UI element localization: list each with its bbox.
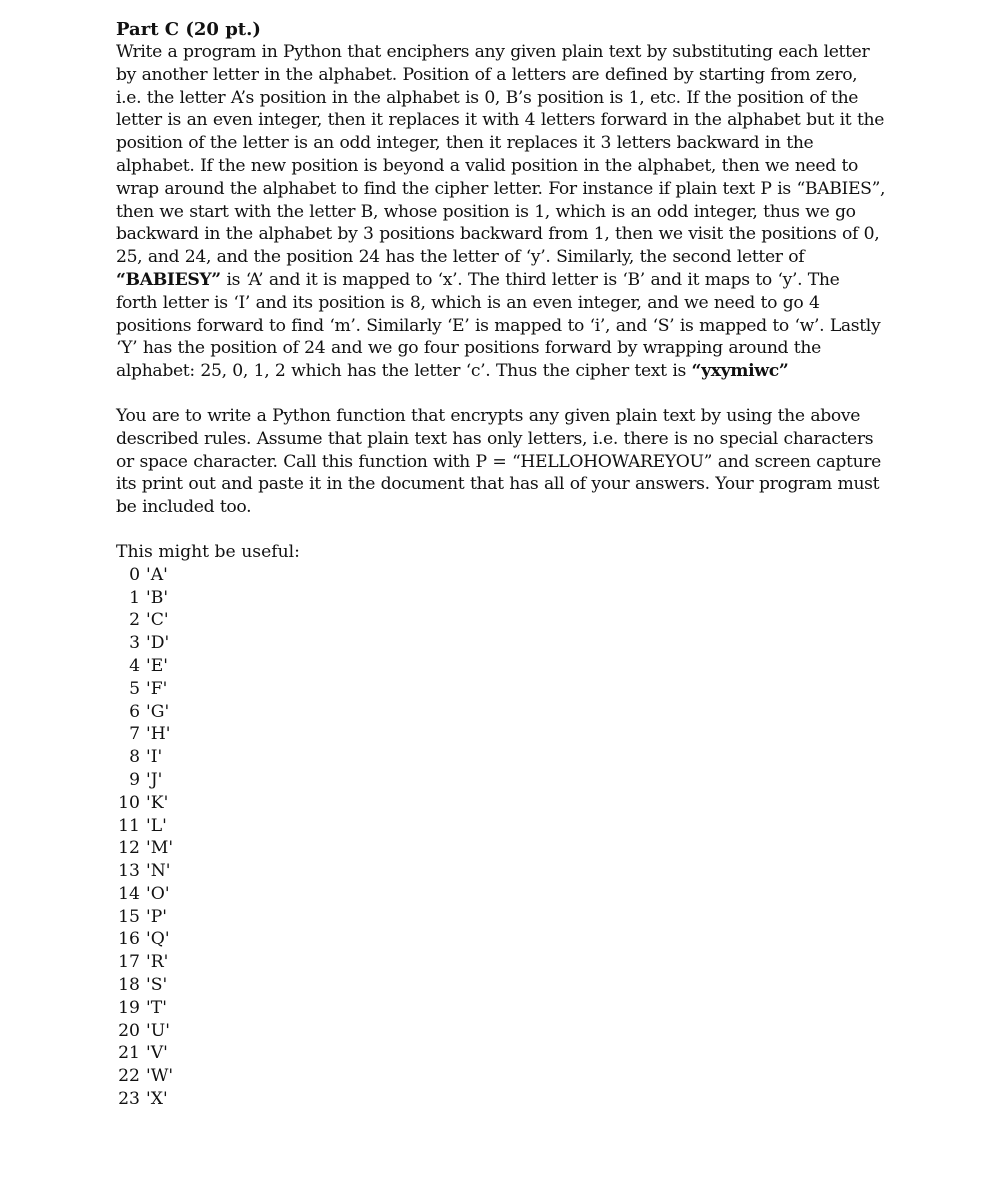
alphabet-row [116, 678, 886, 701]
alphabet-index: 1 [129, 587, 140, 608]
alphabet-index: 8 [129, 747, 140, 768]
alphabet-row [116, 860, 886, 883]
alphabet-row [116, 564, 886, 587]
alphabet-index: 13 [118, 861, 140, 882]
alphabet-index: 5 [129, 678, 140, 699]
alphabet-letter: 'S' [146, 975, 168, 996]
alphabet-row [116, 974, 886, 997]
instructions-text-2: is ‘A’ and it is mapped to ‘x’. The third letter is ‘B’ and it maps to ‘y’. The forth letter is ‘I’ and its position is 8, which is an even integer, and we need to go 4 positions forward to find ‘m’. Similarly ‘E’ is mapped to ‘i’, and ‘S’ is mapped to ‘w’. Lastly ‘Y’ has the position of 24 and we go four positions forward by wrapping around the alphabet: 25, 0, 1, 2 which has the letter ‘c’. Thus the cipher text is [116, 269, 881, 382]
alphabet-row [116, 609, 886, 632]
alphabet-letter: 'N' [146, 861, 171, 882]
alphabet-letter: 'I' [146, 747, 163, 768]
alphabet-row [116, 1065, 886, 1088]
document-page [116, 18, 886, 1111]
alphabet-letter: 'V' [146, 1043, 168, 1064]
alphabet-row [116, 1020, 886, 1043]
alphabet-letter: 'M' [146, 838, 174, 859]
alphabet-index: 23 [118, 1089, 140, 1110]
alphabet-row [116, 792, 886, 815]
alphabet-index: 12 [118, 838, 140, 859]
alphabet-row [116, 928, 886, 951]
alphabet-index: 0 [129, 564, 140, 585]
alphabet-row [116, 837, 886, 860]
alphabet-row [116, 815, 886, 838]
alphabet-row [116, 746, 886, 769]
alphabet-letter: 'P' [146, 906, 168, 927]
alphabet-index: 10 [118, 792, 140, 813]
alphabet-index: 3 [129, 633, 140, 654]
alphabet-letter: 'E' [146, 655, 168, 676]
alphabet-letter: 'G' [146, 701, 170, 722]
instructions-paragraph [116, 41, 886, 383]
alphabet-letter: 'R' [146, 952, 169, 973]
alphabet-row [116, 1088, 886, 1111]
alphabet-letter: 'K' [146, 792, 169, 813]
task-paragraph: You are to write a Python function that encrypts any given plain text by using the above described rules. Assume that plain text has only letters, i.e. there is no special characters or space character. Call this function with P = “HELLOHOWAREYOU” and screen capture its print out and paste it in the document that has all of your answers. Your program must be included too. [116, 405, 881, 518]
alphabet-letter: 'U' [146, 1020, 170, 1041]
alphabet-index: 7 [129, 724, 140, 745]
alphabet-letter: 'C' [146, 610, 169, 631]
alphabet-row [116, 701, 886, 724]
alphabet-letter: 'D' [146, 633, 170, 654]
alphabet-letter: 'Q' [146, 929, 170, 950]
alphabet-index: 9 [129, 769, 140, 790]
alphabet-row [116, 1042, 886, 1065]
alphabet-row [116, 587, 886, 610]
alphabet-index: 2 [129, 610, 140, 631]
alphabet-letter: 'O' [146, 883, 170, 904]
alphabet-index: 18 [118, 975, 140, 996]
alphabet-index: 22 [118, 1066, 140, 1087]
alphabet-index: 4 [129, 655, 140, 676]
alphabet-letter: 'L' [146, 815, 167, 836]
alphabet-row [116, 632, 886, 655]
alphabet-letter: 'F' [146, 678, 168, 699]
alphabet-letter: 'A' [146, 564, 168, 585]
alphabet-letter: 'T' [146, 997, 167, 1018]
instructions-text-1: Write a program in Python that enciphers any given plain text by substituting each letter by another letter in the alphabet. Position of a letters are defined by starting from zero, i.e. the letter A’s position in the alphabet is 0, B’s position is 1, etc. If the position of the letter is an even integer, then it replaces it with 4 letters forward in the alphabet but it the position of the letter is an odd integer, then it replaces it 3 letters backward in the alphabet. If the new position is beyond a valid position in the alphabet, then we need to wrap around the alphabet to find the cipher letter. For instance if plain text P is “BABIES”, then we start with the letter B, whose position is 1, which is an odd integer, thus we go backward in the alphabet by 3 positions backward from 1, then we visit the positions of 0, 25, and 24, and the position 24 has the letter of ‘y’. Similarly, the second letter of [116, 42, 886, 268]
alphabet-row [116, 769, 886, 792]
alphabet-row [116, 951, 886, 974]
instructions-bold-2: “yxymiwc” [691, 361, 789, 382]
alphabet-index: 21 [118, 1043, 140, 1064]
alphabet-table [116, 564, 886, 1111]
alphabet-letter: 'B' [146, 587, 169, 608]
alphabet-letter: 'X' [146, 1089, 168, 1110]
alphabet-index: 17 [118, 952, 140, 973]
alphabet-row [116, 883, 886, 906]
instructions-bold-1: “BABIESY” [116, 269, 221, 290]
alphabet-index: 19 [118, 997, 140, 1018]
useful-label: This might be useful: [116, 541, 300, 562]
alphabet-index: 11 [118, 815, 140, 836]
part-heading: Part C (20 pt.) [116, 19, 261, 40]
alphabet-index: 20 [118, 1020, 140, 1041]
alphabet-index: 16 [118, 929, 140, 950]
alphabet-letter: 'W' [146, 1066, 174, 1087]
alphabet-letter: 'J' [146, 769, 163, 790]
alphabet-row [116, 906, 886, 929]
alphabet-row [116, 997, 886, 1020]
alphabet-letter: 'H' [146, 724, 171, 745]
alphabet-index: 14 [118, 883, 140, 904]
alphabet-row [116, 723, 886, 746]
alphabet-index: 15 [118, 906, 140, 927]
alphabet-row [116, 655, 886, 678]
alphabet-index: 6 [129, 701, 140, 722]
